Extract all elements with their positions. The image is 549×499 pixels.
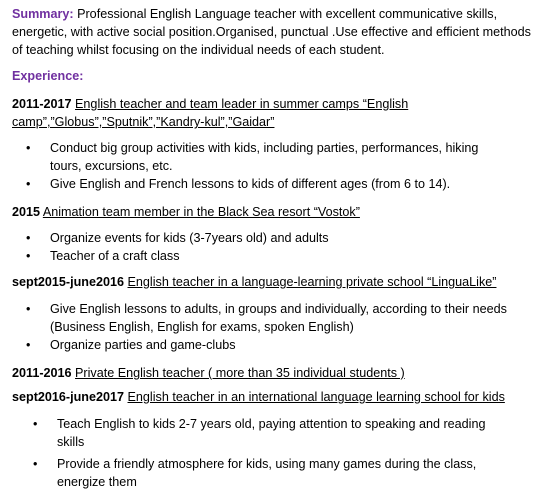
list-item: • Give English and French lessons to kids of different ages (from 6 to 14). <box>26 177 451 191</box>
bullet-icon: • <box>26 141 31 155</box>
job-entry-3 <box>12 273 539 291</box>
bullet-icon: • <box>26 302 31 316</box>
bullet-icon: • <box>26 249 31 263</box>
job-title: English teacher in an international language learning school for kids <box>127 390 505 404</box>
job-period: 2011-2017 <box>12 97 72 111</box>
bullet-icon: • <box>26 177 31 191</box>
experience-heading: Experience: <box>12 69 84 83</box>
job-entry-4 <box>12 364 539 382</box>
job-3-bullets <box>26 300 535 354</box>
job-entry-1 <box>12 95 419 131</box>
summary-label: Summary: <box>12 7 74 21</box>
list-item: • Organize events for kids (3-7years old) and adults <box>26 231 329 245</box>
job-period: sept2015-june2016 <box>12 275 125 289</box>
job-5-bullets <box>33 415 513 491</box>
bullet-icon: • <box>33 417 38 431</box>
bullet-icon: • <box>26 338 31 352</box>
summary-section <box>12 5 539 59</box>
bullet-icon: • <box>33 457 38 471</box>
job-period: 2011-2016 <box>12 366 72 380</box>
job-period: sept2016-june2017 <box>12 390 125 404</box>
job-title: Private English teacher ( more than 35 individual students ) <box>75 366 405 380</box>
list-item: • Provide a friendly atmosphere for kids, using many games during the class, energize them <box>33 457 477 489</box>
summary-text: Professional English Language teacher with excellent communicative skills, energetic, with active social position.Organised, punctual .Use effective and efficient methods of teaching whilst focusing on the individual needs of each student. <box>12 7 531 57</box>
job-entry-5 <box>12 388 539 406</box>
list-item: • Organize parties and game-clubs <box>26 338 236 352</box>
list-item: • Conduct big group activities with kids, including parties, performances, hiking tours, excursions, etc. <box>26 141 479 173</box>
job-entry-2 <box>12 203 539 221</box>
list-item: • Teach English to kids 2-7 years old, paying attention to speaking and reading skills <box>33 417 486 449</box>
list-item: • Give English lessons to adults, in groups and individually, according to their needs (Business English, English for exams, spoken English) <box>26 302 507 334</box>
job-1-bullets <box>26 139 509 193</box>
job-2-bullets <box>26 229 509 265</box>
bullet-icon: • <box>26 231 31 245</box>
job-title: Animation team member in the Black Sea resort “Vostok” <box>42 205 360 219</box>
list-item: • Teacher of a craft class <box>26 249 180 263</box>
job-period: 2015 <box>12 205 41 219</box>
job-title: English teacher and team leader in summer camps “English camp”,”Globus”,”Sputnik”,”Kandry-kul”,”Gaidar” <box>12 97 409 129</box>
job-title: English teacher in a language-learning private school “LinguaLike” <box>127 275 497 289</box>
